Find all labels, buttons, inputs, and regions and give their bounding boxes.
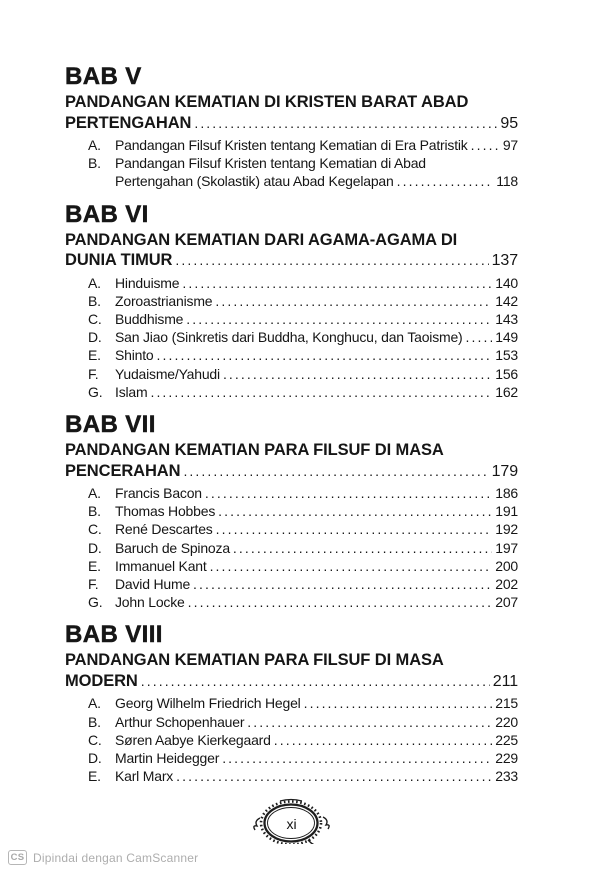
toc-entry bbox=[65, 593, 518, 611]
page-number: xi bbox=[286, 816, 297, 833]
toc-entry bbox=[65, 557, 518, 575]
toc-entry bbox=[65, 136, 518, 154]
entry-letter: D. bbox=[88, 539, 102, 556]
dot-leader bbox=[175, 250, 488, 271]
toc-entry bbox=[65, 731, 518, 749]
chapter-items bbox=[65, 136, 518, 191]
chapter-title-line: PENCERAHAN bbox=[65, 461, 181, 480]
entry-text: John Locke bbox=[115, 594, 185, 611]
entry-text: René Descartes bbox=[115, 521, 213, 538]
page-ref: 220 bbox=[495, 713, 518, 730]
entry-text: Thomas Hobbes bbox=[115, 503, 216, 520]
entry-text: San Jiao (Sinkretis dari Buddha, Konghucu, dan Taoisme) bbox=[115, 329, 463, 346]
page-ref: 140 bbox=[495, 274, 518, 291]
chapter-heading: BAB VII bbox=[65, 411, 156, 439]
entry-letter: C. bbox=[88, 521, 102, 538]
page-ref: 211 bbox=[492, 672, 518, 690]
dot-leader bbox=[274, 731, 493, 749]
page-ref: 197 bbox=[495, 539, 518, 556]
entry-text: Pertengahan (Skolastik) atau Abad Kegelapan bbox=[115, 173, 394, 190]
entry-text: Pandangan Filsuf Kristen tentang Kematian di Era Patristik bbox=[115, 137, 468, 153]
entry-letter: F. bbox=[88, 576, 99, 593]
dot-leader bbox=[471, 136, 500, 154]
page-ref: 233 bbox=[495, 768, 518, 785]
chapter-items bbox=[65, 274, 518, 401]
toc-entry bbox=[65, 346, 518, 364]
dot-leader bbox=[182, 274, 492, 292]
page-ref: 202 bbox=[495, 576, 518, 593]
toc-entry bbox=[65, 575, 518, 593]
chapter-section-bab-vi bbox=[65, 202, 518, 401]
entry-letter: B. bbox=[88, 155, 101, 172]
toc-entry bbox=[65, 292, 518, 310]
chapter-title-line: PERTENGAHAN bbox=[65, 113, 192, 132]
entry-text: David Hume bbox=[115, 576, 191, 593]
toc-entry bbox=[65, 520, 518, 538]
chapter-title-line: PANDANGAN KEMATIAN PARA FILSUF DI MASA bbox=[65, 651, 444, 670]
chapter-title-row bbox=[65, 671, 518, 693]
chapter-title-row bbox=[65, 113, 518, 135]
dot-leader bbox=[304, 694, 493, 712]
page-ref: 156 bbox=[495, 365, 518, 382]
toc-entry bbox=[65, 539, 518, 557]
page-ref: 142 bbox=[495, 292, 518, 309]
dot-leader bbox=[176, 767, 492, 785]
entry-letter: B. bbox=[88, 713, 101, 730]
camscanner-text: Dipindai dengan CamScanner bbox=[33, 850, 199, 865]
toc-entry-continuation bbox=[65, 172, 518, 190]
dot-leader bbox=[247, 713, 492, 731]
page-ref: 207 bbox=[495, 594, 518, 611]
chapter-title-row bbox=[65, 250, 518, 272]
entry-letter: B. bbox=[88, 503, 101, 520]
dot-leader bbox=[150, 383, 492, 401]
chapter-section-bab-viii bbox=[65, 622, 518, 785]
page-ref: 162 bbox=[495, 383, 518, 400]
entry-letter: A. bbox=[88, 274, 101, 291]
page-ref: 153 bbox=[495, 347, 518, 364]
toc-entry bbox=[65, 365, 518, 383]
chapter-section-bab-vii bbox=[65, 412, 518, 611]
page-ref: 192 bbox=[495, 521, 518, 538]
entry-letter: G. bbox=[88, 383, 103, 400]
dot-leader bbox=[183, 461, 488, 482]
entry-text: Karl Marx bbox=[115, 768, 174, 785]
entry-text: Shinto bbox=[115, 347, 154, 364]
page-ref: 179 bbox=[491, 462, 518, 480]
entry-letter: E. bbox=[88, 557, 101, 574]
entry-text: Francis Bacon bbox=[115, 485, 202, 502]
dot-leader bbox=[233, 539, 492, 557]
chapter-title-row bbox=[65, 461, 518, 483]
entry-text: Martin Heidegger bbox=[115, 750, 220, 767]
dot-leader bbox=[157, 346, 493, 364]
page-ref: 186 bbox=[495, 485, 518, 502]
entry-text: Baruch de Spinoza bbox=[115, 539, 230, 556]
toc-entry bbox=[65, 749, 518, 767]
entry-text: Islam bbox=[115, 383, 148, 400]
page-ref: 149 bbox=[495, 329, 518, 346]
entry-letter: A. bbox=[88, 695, 101, 712]
entry-letter: D. bbox=[88, 329, 102, 346]
dot-leader bbox=[194, 113, 497, 134]
chapter-section-bab-v bbox=[65, 64, 518, 191]
entry-letter: A. bbox=[88, 485, 101, 502]
dot-leader bbox=[397, 172, 494, 190]
entry-text: Immanuel Kant bbox=[115, 557, 207, 574]
dot-leader bbox=[188, 593, 493, 611]
page-ref: 200 bbox=[495, 557, 518, 574]
entry-letter: B. bbox=[88, 292, 101, 309]
toc-entry bbox=[65, 767, 518, 785]
chapter-heading: BAB V bbox=[65, 63, 142, 90]
dot-leader bbox=[193, 575, 492, 593]
toc-entry bbox=[65, 694, 518, 712]
entry-text: Pandangan Filsuf Kristen tentang Kematian di Abad bbox=[115, 155, 426, 172]
chapter-items bbox=[65, 484, 518, 611]
page-ref: 225 bbox=[495, 731, 518, 748]
chapter-items bbox=[65, 694, 518, 785]
toc-entry bbox=[65, 274, 518, 292]
toc-entry bbox=[65, 154, 518, 172]
toc-entry bbox=[65, 310, 518, 328]
chapter-title-line: DUNIA TIMUR bbox=[65, 251, 173, 270]
entry-letter: C. bbox=[88, 731, 102, 748]
entry-text: Yudaisme/Yahudi bbox=[115, 365, 220, 382]
dot-leader bbox=[205, 484, 492, 502]
dot-leader bbox=[215, 292, 492, 310]
page-ref: 137 bbox=[491, 252, 518, 270]
entry-text: Buddhisme bbox=[115, 311, 184, 328]
entry-letter: C. bbox=[88, 311, 102, 328]
entry-letter: E. bbox=[88, 347, 101, 364]
entry-letter: A. bbox=[88, 137, 101, 153]
dot-leader bbox=[222, 749, 492, 767]
page-ref: 229 bbox=[495, 750, 518, 767]
entry-letter: E. bbox=[88, 768, 101, 785]
toc-entry bbox=[65, 328, 518, 346]
chapter-title-line: PANDANGAN KEMATIAN PARA FILSUF DI MASA bbox=[65, 441, 444, 460]
page-ref: 95 bbox=[500, 114, 518, 132]
entry-text: Zoroastrianisme bbox=[115, 292, 213, 309]
camscanner-footer bbox=[0, 844, 600, 871]
chapter-heading: BAB VI bbox=[65, 200, 149, 228]
entry-text: Georg Wilhelm Friedrich Hegel bbox=[115, 695, 301, 712]
dot-leader bbox=[141, 671, 490, 692]
dot-leader bbox=[216, 520, 493, 538]
chapter-title-line: PANDANGAN KEMATIAN DI KRISTEN BARAT ABAD bbox=[65, 93, 469, 111]
page-ref: 143 bbox=[495, 311, 518, 328]
page-ref: 97 bbox=[502, 137, 518, 153]
dot-leader bbox=[186, 310, 492, 328]
toc-entry bbox=[65, 502, 518, 520]
dot-leader bbox=[218, 502, 492, 520]
dot-leader bbox=[223, 365, 492, 383]
entry-text: Søren Aabye Kierkegaard bbox=[115, 731, 271, 748]
entry-text: Arthur Schopenhauer bbox=[115, 713, 245, 730]
toc-entry bbox=[65, 383, 518, 401]
page-ref: 215 bbox=[495, 695, 518, 712]
toc-entry bbox=[65, 484, 518, 502]
page-ref: 118 bbox=[496, 173, 518, 190]
cs-logo-icon: CS bbox=[8, 850, 27, 865]
toc-entry bbox=[65, 713, 518, 731]
dot-leader bbox=[466, 328, 493, 346]
chapter-title-line: PANDANGAN KEMATIAN DARI AGAMA-AGAMA DI bbox=[65, 230, 458, 249]
chapter-heading: BAB VIII bbox=[65, 621, 163, 649]
entry-letter: F. bbox=[88, 365, 99, 382]
dot-leader bbox=[210, 557, 493, 575]
entry-letter: D. bbox=[88, 750, 102, 767]
entry-text: Hinduisme bbox=[115, 274, 180, 291]
chapter-title-line: MODERN bbox=[65, 671, 138, 690]
page-ref: 191 bbox=[495, 503, 518, 520]
entry-letter: G. bbox=[88, 594, 103, 611]
